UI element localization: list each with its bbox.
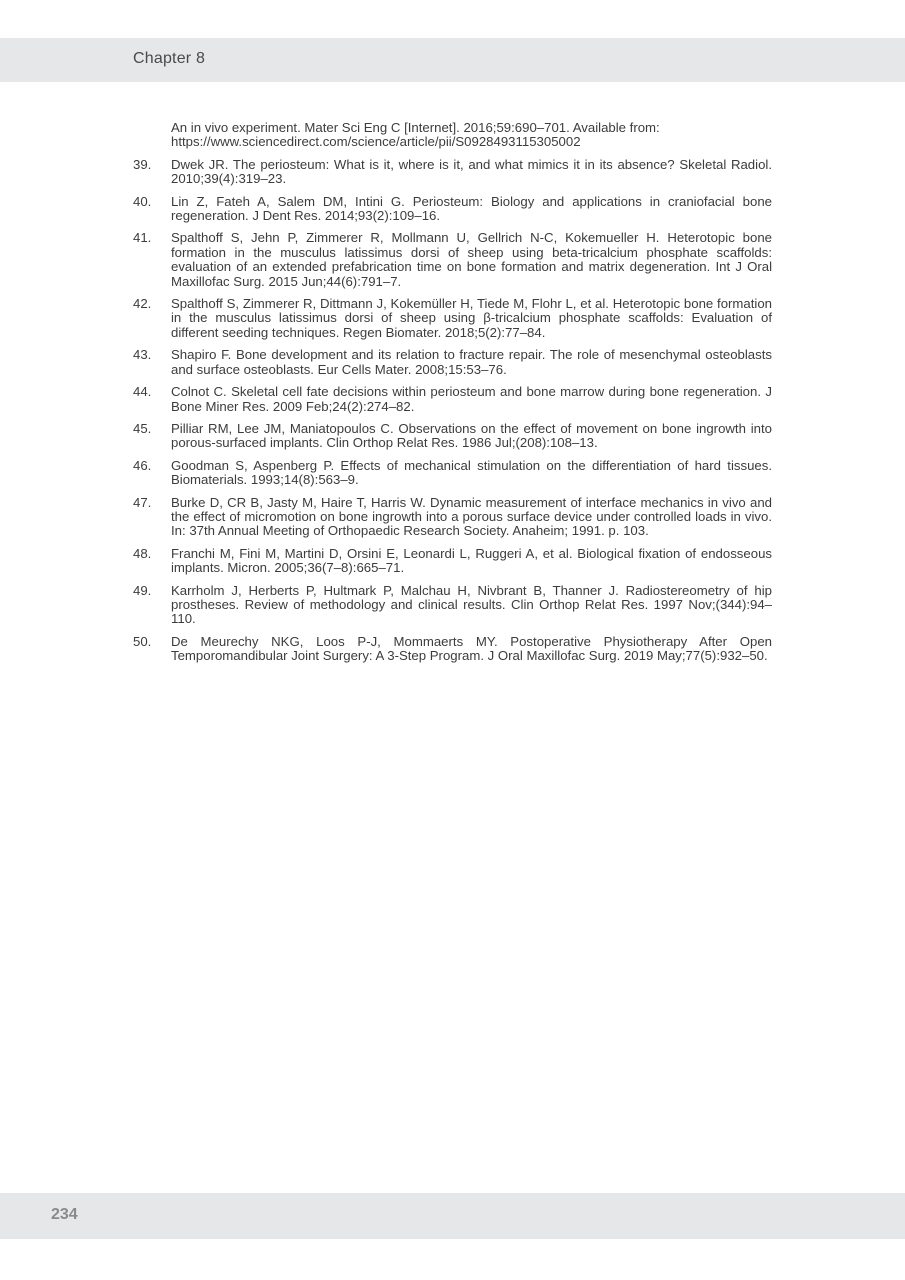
reference-number: 48.: [133, 545, 152, 561]
reference-text: Spalthoff S, Zimmerer R, Dittmann J, Kokemüller H, Tiede M, Flohr L, et al. Heterotopic bone formation in the musculus latissimus dorsi of sheep using β-tricalcium phosphate scaffolds: Evaluation of different seeding techniques. Regen Biomater. 2018;5(2):77–84.: [171, 296, 772, 340]
reference-text: Spalthoff S, Jehn P, Zimmerer R, Mollmann U, Gellrich N-C, Kokemueller H. Heterotopic bone formation in the musculus latissimus dorsi of sheep using beta-tricalcium phosphate scaffolds: evaluation of an extended prefabrication time on bone formation and matrix degeneration. Int J Oral Maxillofac Surg. 2015 Jun;44(6):791–7.: [171, 230, 772, 289]
reference-continuation: An in vivo experiment. Mater Sci Eng C [Internet]. 2016;59:690–701. Available from: https://www.sciencedirect.com/science/article/pii/S0928493115305002: [171, 120, 660, 150]
reference-item: [133, 635, 772, 664]
reference-text: Pilliar RM, Lee JM, Maniatopoulos C. Observations on the effect of movement on bone ingrowth into porous-surfaced implants. Clin Orthop Relat Res. 1986 Jul;(208):108–13.: [171, 420, 772, 451]
reference-number: 50.: [133, 633, 152, 649]
reference-number: 45.: [133, 420, 152, 436]
reference-item: [133, 348, 772, 377]
reference-number: 40.: [133, 193, 152, 209]
running-footer: [0, 1193, 905, 1239]
reference-text: Colnot C. Skeletal cell fate decisions within periosteum and bone marrow during bone regeneration. J Bone Miner Res. 2009 Feb;24(2):274–82.: [171, 384, 772, 414]
reference-number: 41.: [133, 230, 152, 246]
reference-number: 43.: [133, 347, 152, 363]
reference-text: Shapiro F. Bone development and its relation to fracture repair. The role of mesenchymal osteoblasts and surface osteoblasts. Eur Cells Mater. 2008;15:53–76.: [171, 347, 772, 377]
reference-text: De Meurechy NKG, Loos P-J, Mommaerts MY. Postoperative Physiotherapy After Open Temporomandibular Joint Surgery: A 3-Step Program. J Oral Maxillofac Surg. 2019 May;77(5):932–50.: [171, 633, 772, 664]
page-number: 234: [51, 1206, 78, 1223]
reference-item: [133, 195, 772, 224]
reference-item: [133, 459, 772, 488]
reference-text: Franchi M, Fini M, Martini D, Orsini E, Leonardi L, Ruggeri A, et al. Biological fixation of endosseous implants. Micron. 2005;36(7–8):665–71.: [171, 545, 772, 576]
reference-item: [133, 385, 772, 414]
reference-text: Lin Z, Fateh A, Salem DM, Intini G. Periosteum: Biology and applications in craniofacial bone regeneration. J Dent Res. 2014;93(2):109–16.: [171, 193, 772, 224]
reference-number: 42.: [133, 296, 152, 312]
reference-item: [133, 422, 772, 451]
reference-text: Goodman S, Aspenberg P. Effects of mechanical stimulation on the differentiation of hard tissues. Biomaterials. 1993;14(8):563–9.: [171, 457, 772, 488]
reference-item: [133, 496, 772, 539]
reference-number: 44.: [133, 384, 152, 400]
reference-list: [133, 121, 772, 672]
reference-item: [133, 547, 772, 576]
reference-text: Dwek JR. The periosteum: What is it, where is it, and what mimics it in its absence? Skeletal Radiol. 2010;39(4):319–23.: [171, 156, 772, 187]
reference-text: Karrholm J, Herberts P, Hultmark P, Malchau H, Nivbrant B, Thanner J. Radiostereometry of hip prostheses. Review of methodology and clinical results. Clin Orthop Relat Res. 1997 Nov;(344):94–110.: [171, 582, 772, 627]
reference-number: 46.: [133, 457, 152, 473]
reference-number: 47.: [133, 494, 152, 510]
reference-number: 49.: [133, 582, 152, 598]
reference-text: Burke D, CR B, Jasty M, Haire T, Harris W. Dynamic measurement of interface mechanics in vivo and the effect of micromotion on bone ingrowth into a porous surface device under controlled loads in vivo. In: 37th Annual Meeting of Orthopaedic Research Society. Anaheim; 1991. p. 103.: [171, 494, 772, 539]
reference-item: [133, 297, 772, 340]
running-header: [0, 38, 905, 82]
chapter-label: Chapter 8: [133, 50, 206, 67]
reference-item: [133, 158, 772, 187]
reference-item: [133, 584, 772, 627]
reference-number: 39.: [133, 156, 152, 172]
reference-item: [133, 231, 772, 289]
